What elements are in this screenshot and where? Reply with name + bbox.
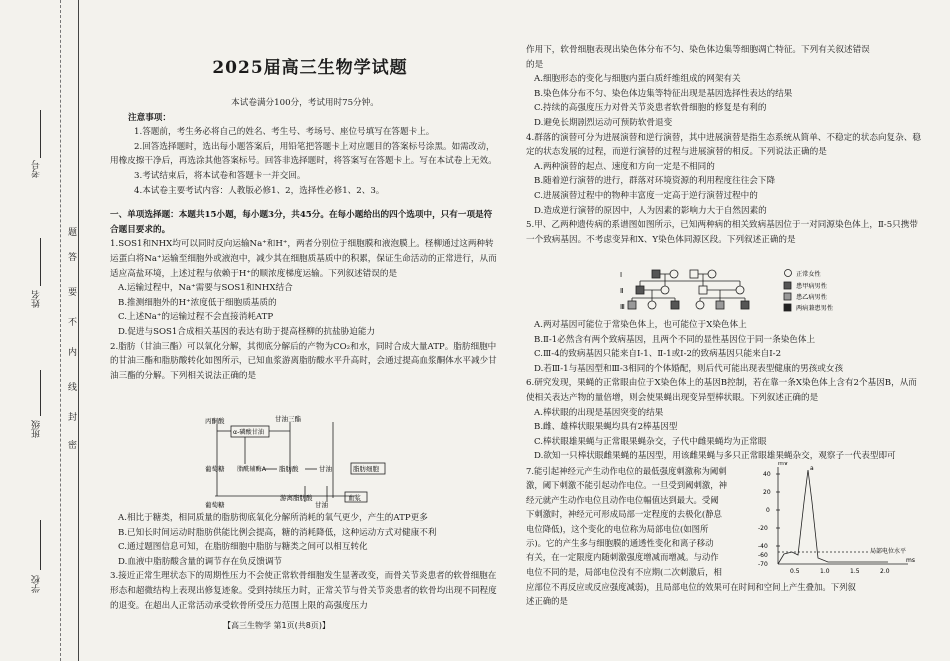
question-stem-line: 7.能引起神经元产生动作电位的最低强度刺激称为阈刺	[526, 466, 727, 476]
diagram-label: 葡萄糖	[205, 465, 225, 473]
left-column	[110, 96, 500, 383]
note-item: 4.本试卷主要考试内容：人教版必修1、2，选择性必修1、2、3。	[134, 185, 385, 196]
option-a: A.两对基因可能位于常染色体上，也可能位于X染色体上	[534, 320, 747, 330]
y-tick: -70	[758, 561, 768, 568]
option-c: C.Ⅲ-4的致病基因只能来自Ⅰ-1、Ⅱ-1或Ⅰ-2的致病基因只能来自Ⅰ-2	[534, 349, 782, 360]
option-c: C.通过题图信息可知，在脂肪细胞中脂肪与糖类之间可以相互转化	[118, 542, 368, 553]
exam-no-field[interactable]	[40, 110, 42, 158]
x-axis-label: ms	[906, 557, 915, 564]
option-b: B.已知长时间运动时脂肪供能比例会提高，糖的消耗降低，这种运动方式对健康不利	[118, 527, 437, 538]
option-d: D.欲知一只棒状眼雌果蝇的基因型，用该雌果蝇与多只正常眼雄果蝇杂交，观察子一代表型即可	[534, 451, 896, 462]
section-heading: 一、单项选择题：本题共15小题，每小题3分，共45分。在每小题给出的四个选项中，只有一项是符合题目要求的。	[110, 210, 493, 235]
note-item: 2.回答选择题时，选出每小题答案后，用铅笔把答题卡上对应题目的答案标号涂黑。如需改动，用橡皮擦干净后，再选涂其他答案标号。回答非选择题时，将答案写在答题卡上。写在本试卷上无效。	[110, 141, 497, 167]
y-tick: 40	[763, 471, 771, 478]
question-stem: 5.甲、乙两种遗传病的系谱图如图所示，已知两种病的相关致病基因位于一对同源染色体上，Ⅱ-5只携带一个致病基因。不考虑变异和X、Y染色体同源区段。下列叙述正确的是	[526, 220, 918, 245]
diagram-label: 葡萄糖	[205, 501, 225, 509]
y-tick: -60	[758, 552, 768, 559]
option-a: A.细胞形态的变化与细胞内蛋白质纤维组成的网架有关	[534, 74, 741, 85]
name-label: 姓名	[32, 290, 42, 308]
option-b: B.染色体分布不匀、染色体边集等特征出现是基因选择性表达的结果	[534, 88, 793, 99]
seal-char: 题	[68, 228, 78, 238]
peak-marker: a	[810, 465, 814, 472]
question-stem-line: 作用下，软骨细胞表现出染色体分布不匀、染色体边集等细胞凋亡特征。下列有关叙述错误	[526, 45, 870, 55]
class-field[interactable]	[40, 370, 42, 416]
option-b: B.雌、雄棒状眼果蝇均具有2棒基因型	[534, 422, 678, 433]
x-tick: 1.0	[820, 568, 830, 575]
note-item: 3.考试结束后，将本试卷和答题卡一并交回。	[134, 170, 306, 181]
option-d: D.避免长期剧烈运动可预防软骨退变	[534, 117, 673, 128]
generation-label: Ⅱ	[620, 287, 624, 295]
y-tick: 20	[763, 489, 771, 496]
question-stem: 3.接近正常生理状态下的周期性压力不会使正常软骨细胞发生显著改变，而骨关节炎患者的软骨细胞在形态和超微结构上表现出修复迹象。受到持续压力时，正常关节与骨关节炎患者的软骨均出现不同程度的退变。在超出人正常活动承受软骨所受压力范围上限的高强度压力	[110, 571, 497, 611]
question-stem-line: 示)。它的产生多与细胞膜的通透性变化和离子移动	[526, 538, 714, 549]
q7-stem-tail	[526, 580, 921, 609]
option-a: A.棒状眼的出现是基因突变的结果	[534, 407, 664, 418]
option-d: D.造成逆行演替的原因中，人为因素的影响力大于自然因素的	[534, 205, 767, 216]
name-field[interactable]	[40, 238, 42, 286]
y-axis-label: mV	[778, 462, 788, 467]
seal-char: 内	[68, 348, 78, 358]
q7-stem	[526, 464, 766, 579]
generation-label: Ⅰ	[620, 271, 623, 279]
seal-char: 线	[68, 383, 78, 393]
seal-char: 封	[68, 413, 78, 423]
question-stem: 2.脂肪（甘油三酯）可以氧化分解，其彻底分解后的产物为CO₂和水，同时合成大量ATP。脂肪细胞中的甘油三酯和脂肪酸转化如图所示，已知血浆游离脂肪酸水平升高时，会通过提高血浆酮体水平减少甘油三酯的分解。下列相关说法正确的是	[110, 341, 497, 381]
option-d: D.若Ⅲ-1与基因型和Ⅲ-3相同的个体婚配，则后代可能出现表型健康的男孩或女孩	[534, 363, 844, 374]
diagram-label: 脂酰辅酶A	[237, 466, 266, 473]
diagram-label: 甘油	[319, 465, 332, 473]
option-c: C.棒状眼雄果蝇与正常眼果蝇杂交，子代中雌果蝇均为正常眼	[534, 436, 767, 447]
legend-label: 两病兼患男性	[796, 305, 834, 312]
question-stem: 4.群落的演替可分为进展演替和逆行演替，其中进展演替是指生态系统从简单、不稳定的状态向复杂、稳定的状态发展的过程，而逆行演替的过程与进展演替的相反。下列说法正确的是	[526, 132, 921, 158]
option-d: D.血液中脂肪酸含量的调节存在负反馈调节	[118, 556, 283, 567]
diagram-label: 脂肪细胞	[353, 465, 379, 473]
diagram-label: 丙酮酸	[205, 417, 225, 425]
option-d: D.促进与SOS1合成相关基因的表达有助于提高柽柳的抗盐胁迫能力	[118, 326, 376, 337]
right-column-lower	[526, 318, 921, 464]
binding-margin	[0, 0, 100, 661]
diagram-label: 甘油三酯	[275, 415, 301, 423]
question-stem-line: 的是	[526, 59, 544, 70]
right-column	[526, 43, 921, 247]
generation-label: Ⅲ	[620, 303, 625, 311]
question-stem-line: 述正确的是	[526, 596, 568, 607]
option-c: C.持续的高强度压力对骨关节炎患者软骨细胞的修复是有利的	[534, 103, 767, 114]
question-stem: 1.SOS1和NHX均可以同时反向运输Na⁺和H⁺，两者分别位于细胞膜和液泡膜上。柽柳通过这两种转运蛋白将Na⁺运输至细胞外或液泡中，减少其在细胞质基质中的积累，保证生命活动的正常进行，从而适应高盐环境，上述过程与依赖于H⁺的顺浓度梯度运输。下列叙述错误的是	[110, 239, 497, 279]
metabolism-diagram	[205, 414, 390, 509]
option-c: C.上述Na⁺的运输过程不会直接消耗ATP	[118, 312, 274, 323]
question-stem-line: 有关，在一定限度内随刺激强度增减而增减。与动作	[526, 552, 719, 563]
question-stem-line: 应部位不再反应或反应强度减弱)，且局部电位的效果可在时间和空间上产生叠加。下列叙	[526, 582, 856, 592]
seal-char: 要	[68, 288, 78, 298]
option-a: A.两种演替的起点、速度和方向一定是不相同的	[534, 161, 715, 172]
question-stem-line: 电位降低)，这个变化的电位称为局部电位(如图所	[526, 523, 709, 534]
seal-char: 不	[68, 318, 78, 328]
diagram-label: 血浆	[348, 494, 361, 502]
legend-label: 患乙病男性	[796, 294, 827, 301]
pedigree-chart	[620, 268, 870, 314]
class-label: 班级	[32, 420, 42, 438]
question-stem-line: 经元就产生动作电位且动作电位幅值达到最大。受阈	[526, 494, 719, 505]
y-tick: 0	[766, 507, 770, 514]
seal-char: 答	[68, 253, 78, 263]
page-title: 2025届高三生物学试题	[212, 58, 408, 78]
diagram-label: 脂肪酸	[279, 465, 299, 473]
left-column-bottom	[110, 511, 500, 613]
question-stem-line: 激，阈下刺激不能引起动作电位。一旦受到阈刺激，神	[526, 480, 727, 491]
x-tick: 0.5	[790, 568, 800, 575]
diagram-label: 甘油	[315, 501, 328, 509]
option-a: A.相比于糖类，相同质量的脂肪彻底氧化分解所消耗的氧气更少，产生的ATP更多	[118, 513, 428, 523]
chart-annotation: 局部电位水平	[870, 548, 907, 555]
school-label: 学校	[32, 575, 42, 593]
option-c: C.进展演替过程中的物种丰富度一定高于逆行演替过程中的	[534, 190, 758, 201]
option-a: A.运输过程中，Na⁺需要与SOS1和NHX结合	[118, 283, 293, 294]
note-item: 1.答题前，考生务必将自己的姓名、考生号、考场号、座位号填写在答题卡上。	[134, 127, 435, 138]
legend-label: 患甲病男性	[796, 283, 827, 290]
option-b: B.Ⅱ-1必然含有两个致病基因，且两个不同的显性基因位于同一条染色体上	[534, 334, 816, 345]
intro-text: 本试卷满分100分，考试用时75分钟。	[231, 98, 379, 108]
legend-label: 正常女性	[796, 271, 821, 278]
y-tick: -20	[758, 525, 768, 532]
option-b: B.随着逆行演替的进行，群落对环境资源的利用程度往往会下降	[534, 176, 776, 187]
binding-line	[78, 0, 79, 661]
x-tick: 1.5	[850, 568, 860, 575]
diagram-label: α-磷酸甘油	[233, 429, 265, 436]
option-b: B.推测细胞外的H⁺浓度低于细胞质基质的	[118, 297, 277, 308]
seal-char: 密	[68, 441, 78, 451]
exam-no-label: 考号	[32, 160, 42, 178]
question-stem: 6.研究发现，果蝇的正常眼由位于X染色体上的基因B控制，若在靠一条X染色体上含有2个基因B，从而使相关表达产物的量倍增，则会使果蝇出现变异型棒状眼。下列叙述正确的是	[526, 378, 917, 403]
potential-chart	[758, 462, 923, 577]
question-stem-line: 下刺激时，神经元可形成局部一定程度的去极化(静息	[526, 509, 722, 520]
x-tick: 2.0	[880, 568, 890, 575]
cut-line	[60, 0, 62, 661]
notes-heading: 注意事项：	[128, 112, 171, 123]
diagram-label: 游离脂肪酸	[280, 494, 313, 502]
school-field[interactable]	[40, 520, 42, 570]
question-stem-line: 电位不同的是，局部电位没有不应期(二次刺激后，相	[526, 566, 722, 577]
page-footer: 【高三生物学 第1页(共8页)】	[223, 621, 330, 630]
y-tick: -40	[758, 543, 768, 550]
